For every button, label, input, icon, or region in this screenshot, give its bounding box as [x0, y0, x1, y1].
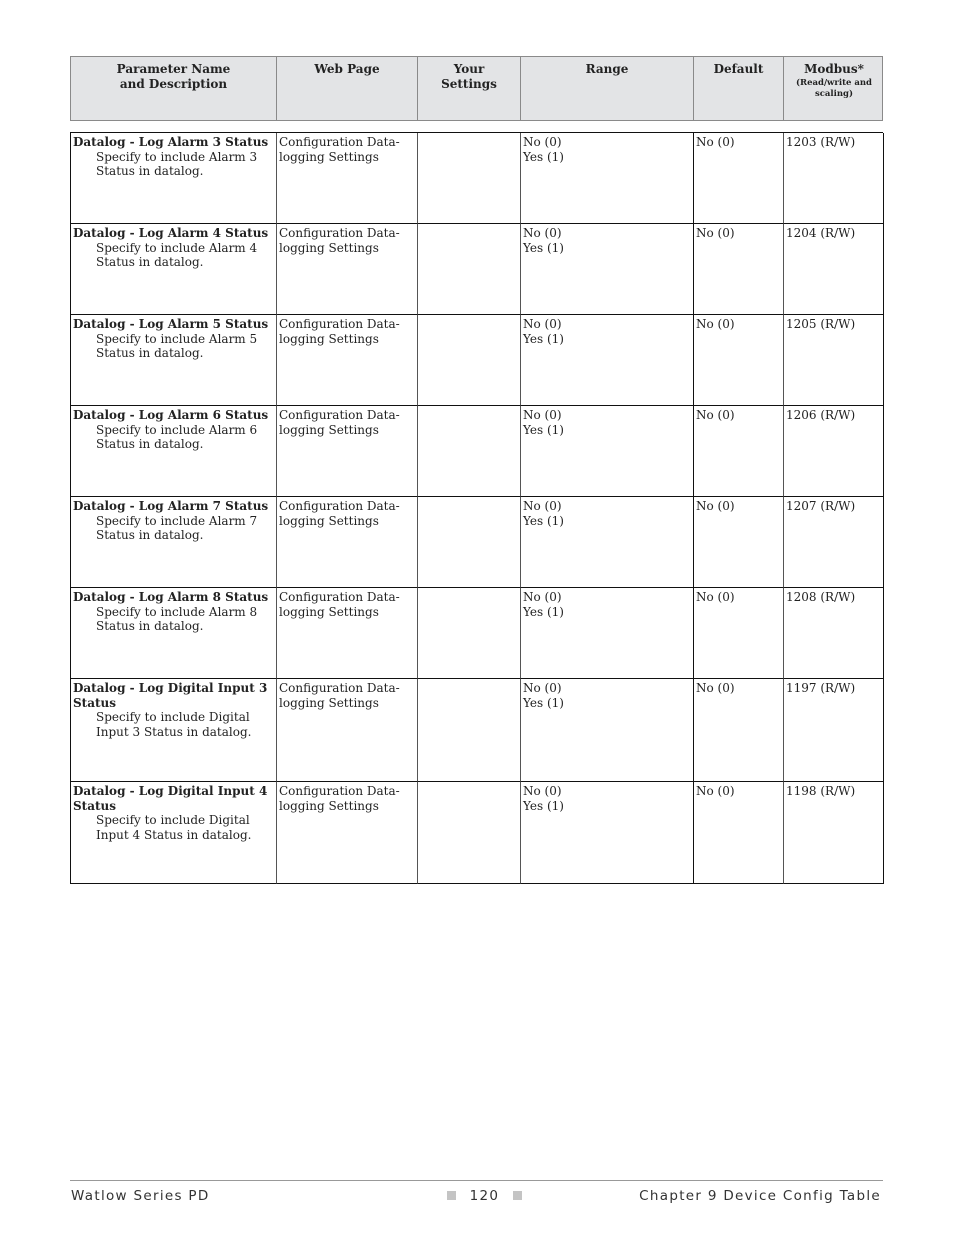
web-page-cell [277, 588, 418, 679]
default-cell [694, 679, 784, 782]
modbus-cell [784, 133, 884, 224]
default-cell [694, 224, 784, 315]
range-option: Yes (1) [523, 331, 564, 346]
param-name: Datalog - Log Digital Input 3 Status [73, 681, 268, 710]
param-cell [71, 133, 277, 224]
param-description: Specify to include Alarm 8 Status in datalog. [96, 604, 258, 633]
modbus-cell [784, 588, 884, 679]
web-page-cell [277, 315, 418, 406]
modbus-address: 1207 (R/W) [786, 499, 856, 513]
web-page-cell [277, 406, 418, 497]
header-modbus-sub: (Read/write and scaling) [796, 78, 872, 99]
modbus-cell [784, 497, 884, 588]
default-cell [694, 497, 784, 588]
web-page-text: Configuration Data-logging Settings [279, 226, 400, 255]
param-name: Datalog - Log Alarm 4 Status [73, 226, 269, 240]
page-number [447, 1188, 522, 1204]
header-default-label: Default [713, 62, 764, 76]
modbus-address: 1208 (R/W) [786, 590, 856, 604]
default-value: No (0) [696, 317, 735, 331]
range-cell [521, 782, 694, 884]
param-description: Specify to include Alarm 4 Status in datalog. [96, 240, 258, 269]
range-option: No (0) [523, 226, 562, 240]
range-cell [521, 406, 694, 497]
default-cell [694, 406, 784, 497]
header-range-label: Range [585, 62, 629, 76]
default-value: No (0) [696, 590, 735, 604]
default-cell [694, 315, 784, 406]
header-settings-label: Your Settings [441, 62, 497, 91]
web-page-cell [277, 224, 418, 315]
param-cell [71, 315, 277, 406]
param-name: Datalog - Log Alarm 5 Status [73, 317, 269, 331]
default-cell [694, 133, 784, 224]
web-page-cell [277, 782, 418, 884]
range-option: No (0) [523, 784, 562, 798]
your-settings-cell [418, 782, 521, 884]
param-description: Specify to include Alarm 7 Status in datalog. [96, 513, 258, 542]
web-page-text: Configuration Data-logging Settings [279, 784, 400, 813]
param-description: Specify to include Alarm 3 Status in datalog. [96, 149, 258, 178]
header-param [71, 57, 277, 120]
modbus-address: 1204 (R/W) [786, 226, 856, 240]
footer-right: Chapter 9 Device Config Table [639, 1188, 881, 1204]
default-value: No (0) [696, 499, 735, 513]
header-settings [418, 57, 521, 120]
range-option: Yes (1) [523, 149, 564, 164]
default-value: No (0) [696, 226, 735, 240]
param-cell [71, 588, 277, 679]
range-option: Yes (1) [523, 422, 564, 437]
range-option: Yes (1) [523, 604, 564, 619]
parameter-table [70, 132, 883, 884]
modbus-address: 1205 (R/W) [786, 317, 856, 331]
range-option: No (0) [523, 317, 562, 331]
web-page-text: Configuration Data-logging Settings [279, 317, 400, 346]
square-bullet-icon [447, 1191, 456, 1200]
default-value: No (0) [696, 784, 735, 798]
your-settings-cell [418, 133, 521, 224]
header-web-label: Web Page [314, 62, 380, 76]
param-description: Specify to include Digital Input 3 Status in datalog. [96, 710, 252, 739]
modbus-address: 1203 (R/W) [786, 135, 856, 149]
header-default [694, 57, 784, 120]
range-option: Yes (1) [523, 695, 564, 710]
default-cell [694, 588, 784, 679]
your-settings-cell [418, 588, 521, 679]
header-modbus [784, 57, 884, 120]
footer-left: Watlow Series PD [71, 1188, 210, 1204]
square-bullet-icon [513, 1191, 522, 1200]
range-option: No (0) [523, 499, 562, 513]
web-page-cell [277, 133, 418, 224]
your-settings-cell [418, 315, 521, 406]
param-name: Datalog - Log Digital Input 4 Status [73, 784, 268, 813]
param-cell [71, 679, 277, 782]
web-page-text: Configuration Data-logging Settings [279, 681, 400, 710]
param-description: Specify to include Digital Input 4 Status in datalog. [96, 813, 252, 842]
param-name: Datalog - Log Alarm 3 Status [73, 135, 269, 149]
modbus-cell [784, 406, 884, 497]
range-cell [521, 588, 694, 679]
your-settings-cell [418, 679, 521, 782]
param-cell [71, 782, 277, 884]
web-page-text: Configuration Data-logging Settings [279, 590, 400, 619]
param-description: Specify to include Alarm 6 Status in datalog. [96, 422, 258, 451]
param-description: Specify to include Alarm 5 Status in datalog. [96, 331, 258, 360]
range-cell [521, 315, 694, 406]
footer-divider [70, 1180, 883, 1181]
range-option: No (0) [523, 408, 562, 422]
modbus-cell [784, 782, 884, 884]
param-name: Datalog - Log Alarm 6 Status [73, 408, 269, 422]
your-settings-cell [418, 406, 521, 497]
default-value: No (0) [696, 408, 735, 422]
modbus-address: 1206 (R/W) [786, 408, 856, 422]
default-value: No (0) [696, 681, 735, 695]
modbus-cell [784, 224, 884, 315]
header-range [521, 57, 694, 120]
modbus-address: 1198 (R/W) [786, 784, 856, 798]
modbus-address: 1197 (R/W) [786, 681, 856, 695]
web-page-text: Configuration Data-logging Settings [279, 408, 400, 437]
range-cell [521, 497, 694, 588]
param-name: Datalog - Log Alarm 8 Status [73, 590, 269, 604]
range-option: Yes (1) [523, 240, 564, 255]
header-param-label: Parameter Name and Description [116, 62, 231, 91]
param-name: Datalog - Log Alarm 7 Status [73, 499, 269, 513]
web-page-text: Configuration Data-logging Settings [279, 499, 400, 528]
range-option: No (0) [523, 590, 562, 604]
page-number-text: 120 [469, 1188, 500, 1204]
web-page-cell [277, 679, 418, 782]
range-option: Yes (1) [523, 798, 564, 813]
header-modbus-label: Modbus* [804, 62, 864, 76]
your-settings-cell [418, 224, 521, 315]
param-cell [71, 406, 277, 497]
range-cell [521, 133, 694, 224]
default-cell [694, 782, 784, 884]
param-cell [71, 224, 277, 315]
param-cell [71, 497, 277, 588]
range-cell [521, 679, 694, 782]
range-cell [521, 224, 694, 315]
modbus-cell [784, 679, 884, 782]
default-value: No (0) [696, 135, 735, 149]
table-header [70, 56, 883, 121]
web-page-text: Configuration Data-logging Settings [279, 135, 400, 164]
range-option: Yes (1) [523, 513, 564, 528]
your-settings-cell [418, 497, 521, 588]
web-page-cell [277, 497, 418, 588]
range-option: No (0) [523, 135, 562, 149]
range-option: No (0) [523, 681, 562, 695]
modbus-cell [784, 315, 884, 406]
header-web [277, 57, 418, 120]
